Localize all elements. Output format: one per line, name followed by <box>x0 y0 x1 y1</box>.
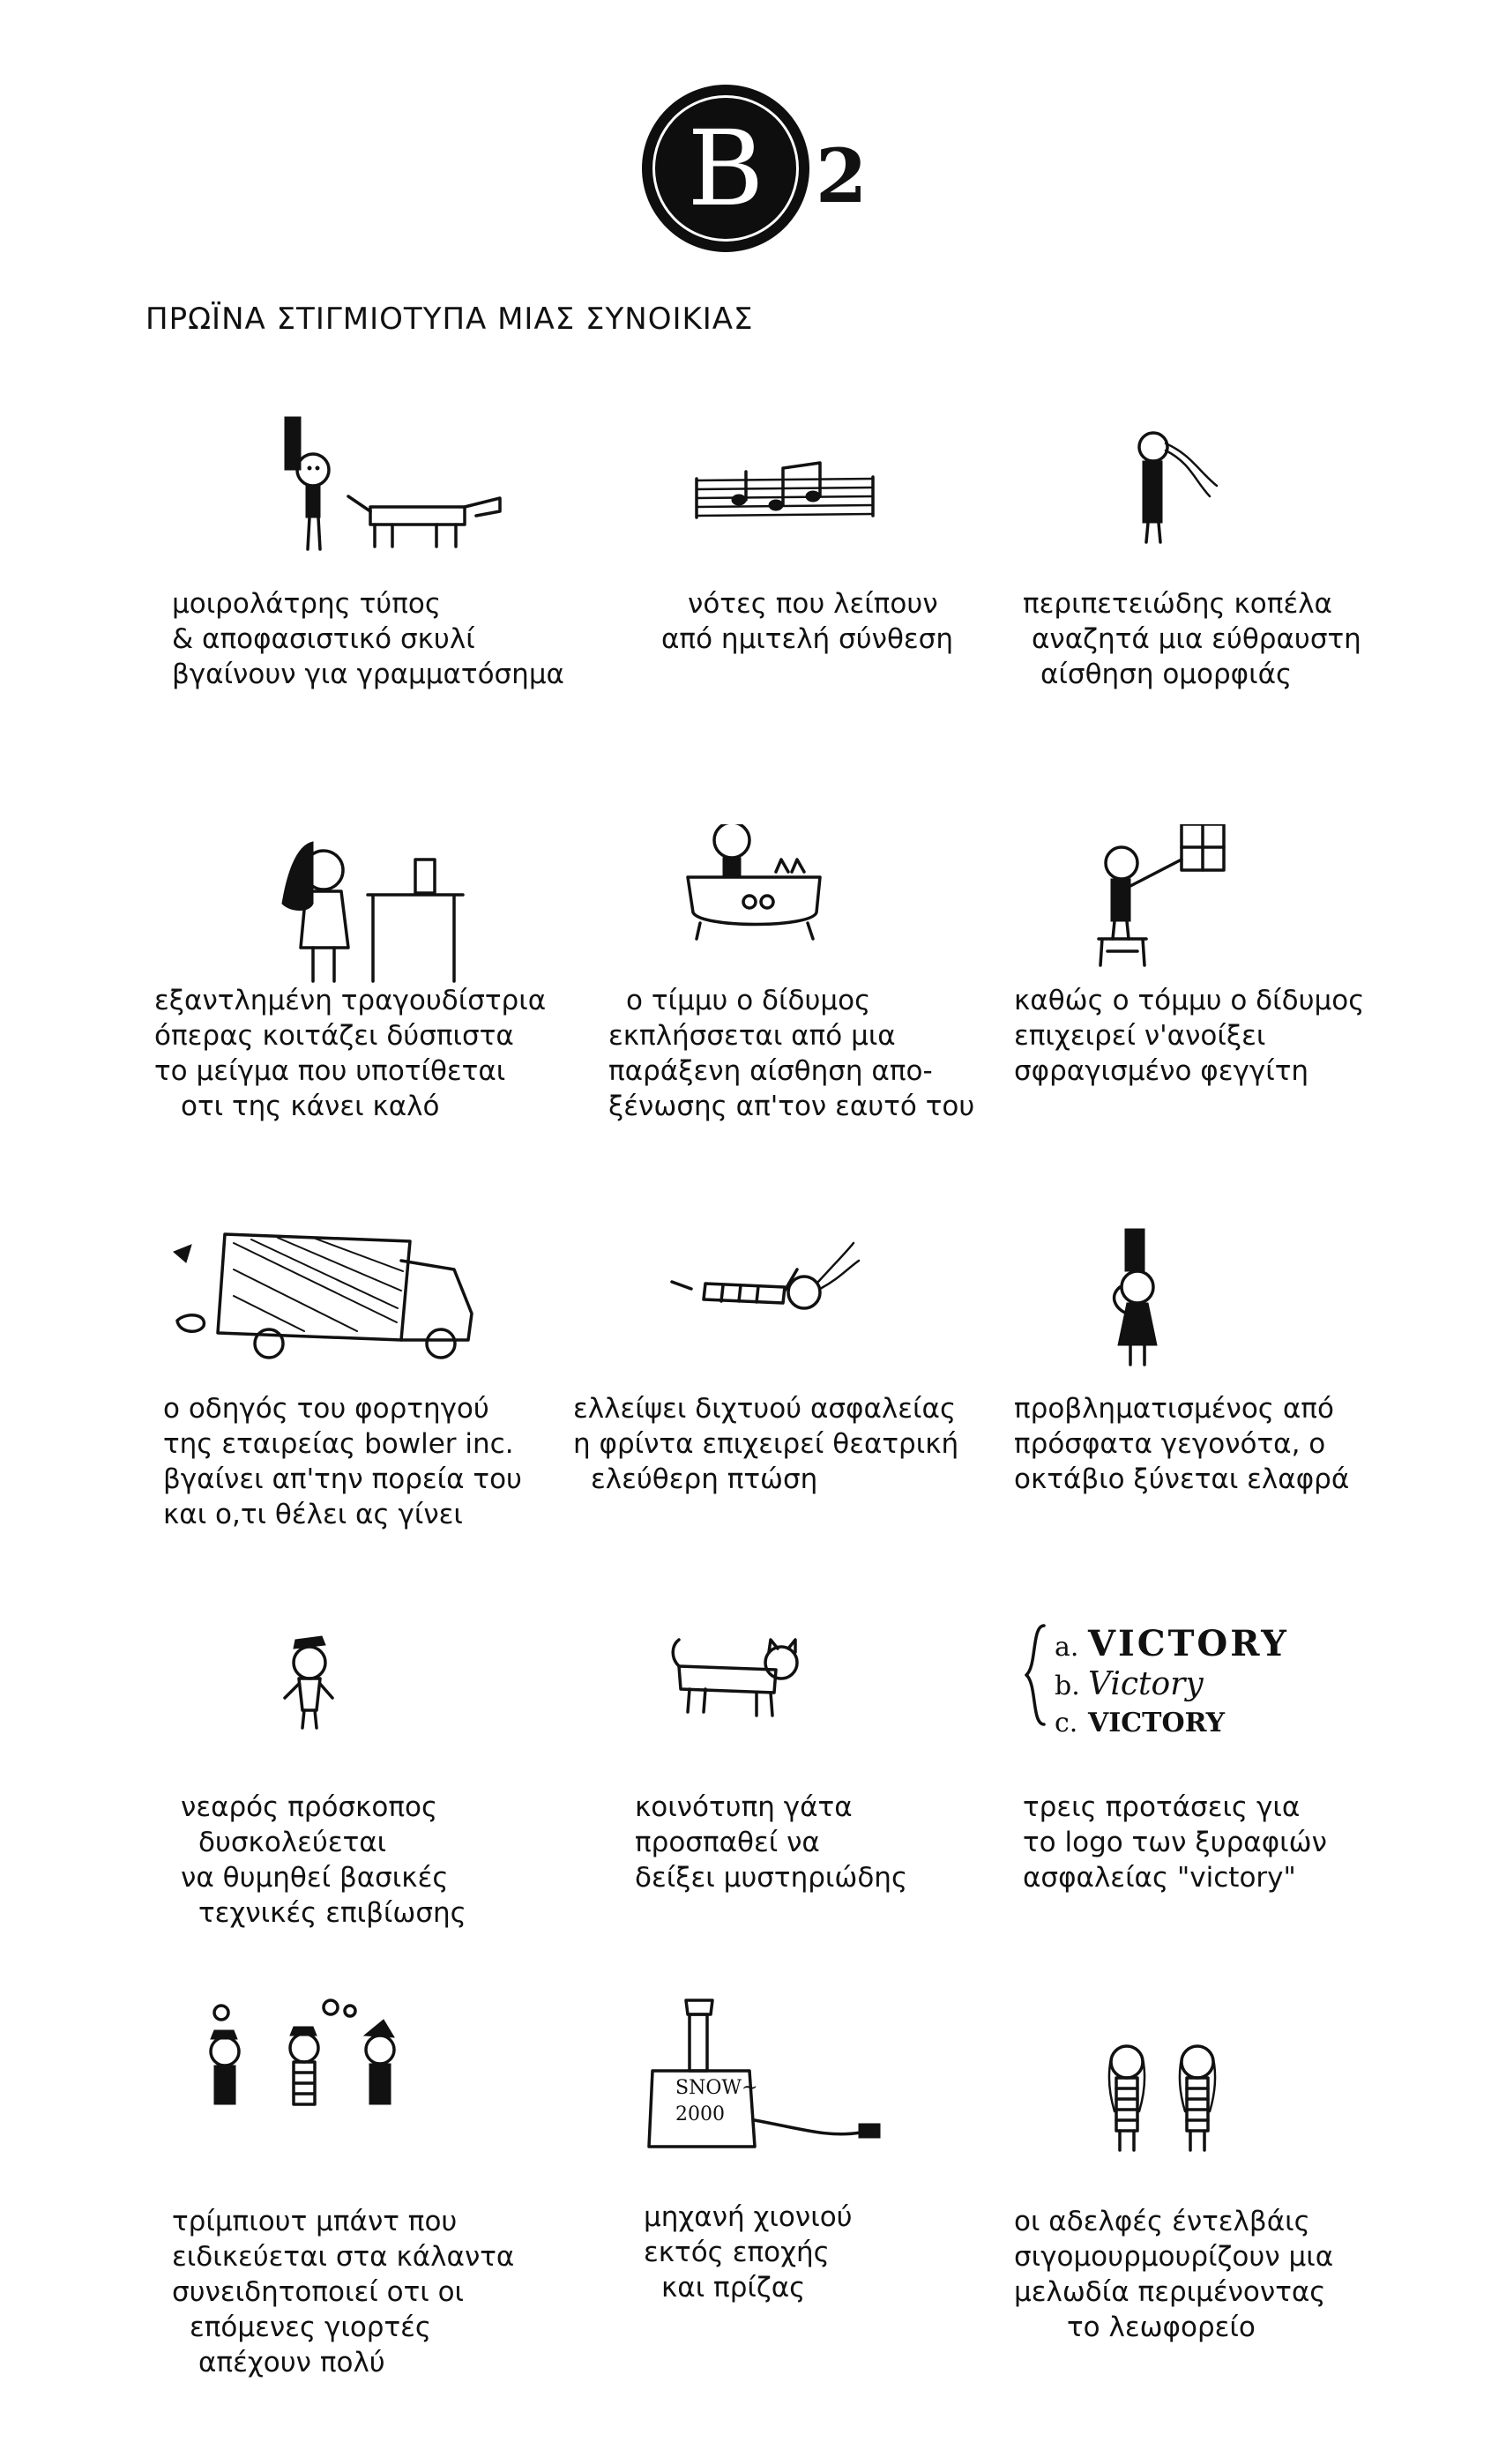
logo-badge <box>642 85 809 252</box>
vignette-frida-fall <box>573 1217 1067 1596</box>
vignette-tribute-band <box>137 1988 595 2378</box>
trio-band-icon <box>137 1988 595 2200</box>
caption: ελλείψει διχτυού ασφαλείας η φρίντα επιχειρεί θεατρική ελεύθερη πτώση <box>573 1393 959 1495</box>
logo-letter: B <box>687 108 764 229</box>
vignette-octavio <box>1014 1217 1472 1596</box>
vignette-snow-machine <box>608 1988 1067 2367</box>
vignette-opera-singer <box>137 824 595 1203</box>
snow-machine-label-line2: 2000 <box>675 2103 725 2125</box>
victory-option-c-label: c. <box>1055 1708 1078 1738</box>
victory-option-a: VICTORY <box>1088 1623 1289 1664</box>
caption: κοινότυπη γάτα προσπαθεί να δείξει μυστηριώδης <box>635 1791 908 1894</box>
twin-sisters-icon <box>1014 1988 1472 2200</box>
caption: τρίμπιουτ μπάντ που ειδικεύεται στα κάλαντα συνειδητοποιεί οτι οι επόμενες γιορτές απέχουν πολύ <box>172 2206 515 2378</box>
vignette-boy-scout <box>137 1613 595 1992</box>
vignette-victory-logos <box>1014 1613 1472 1992</box>
caption: εξαντλημένη τραγουδίστρια όπερας κοιτάζει δύσπιστα το μείγμα που υποτίθεται οτι της κάνει καλό <box>154 985 547 1122</box>
logo-number: 2 <box>816 132 868 220</box>
caption: μοιρολάτρης τύπος & αποφασιστικό σκυλί βγαίνουν για γραμματόσημα <box>172 588 564 690</box>
vignette-adventurous-girl <box>1014 401 1472 780</box>
vignette-edelweiss-sisters <box>1014 1988 1472 2367</box>
vignette-timmy-bathtub <box>608 824 1067 1203</box>
caption: καθώς ο τόμμυ ο δίδυμος επιχειρεί ν'ανοίξει σφραγισμένο φεγγίτη <box>1014 985 1365 1087</box>
page-title: ΠΡΩΪΝΑ ΣΤΙΓΜΙΟΤΥΠΑ ΜΙΑΣ ΣΥΝΟΙΚΙΑΣ <box>145 301 754 337</box>
man-with-top-hat-and-dog-icon <box>137 401 595 613</box>
vignette-missing-notes <box>608 401 1067 780</box>
vignette-cat <box>608 1613 1067 1992</box>
caption: οι αδελφές έντελβάις σιγομουρμουρίζουν μια μελωδία περιμένοντας το λεωφορείο <box>1014 2206 1334 2343</box>
caption: νότες που λείπουν από ημιτελή σύνθεση <box>661 588 953 655</box>
vignette-fatalist-and-dog <box>137 401 595 780</box>
music-staff-notes-icon <box>608 401 1067 613</box>
caption: τρεις προτάσεις για το logo των ξυραφιών ασφαλείας "victory" <box>1023 1791 1327 1894</box>
vignette-tommy-skylight <box>1014 824 1472 1203</box>
caption: ο τίμμυ ο δίδυμος εκπλήσσεται από μια παράξενη αίσθηση απο- ξένωσης απ'τον εαυτό του <box>608 985 975 1122</box>
snow-machine-icon <box>608 1988 1067 2200</box>
victory-option-a-label: a. <box>1055 1632 1079 1663</box>
caption: νεαρός πρόσκοπος δυσκολεύεται να θυμηθεί βασικές τεχνικές επιβίωσης <box>181 1791 466 1929</box>
caption: μηχανή χιονιού εκτός εποχής και πρίζας <box>644 2201 853 2304</box>
snow-machine-label-line1: SNOW~ <box>675 2077 758 2099</box>
girl-with-windblown-hair-icon <box>1014 401 1472 613</box>
victory-option-c: VICTORY <box>1088 1708 1226 1738</box>
victory-option-b: Victory <box>1088 1666 1204 1702</box>
caption: ο οδηγός του φορτηγού της εταιρείας bowler inc. βγαίνει απ'την πορεία του και ο,τι θέλει ας γίνει <box>163 1393 522 1530</box>
caption: προβληματισμένος από πρόσφατα γεγονότα, ο οκτάβιο ξύνεται ελαφρά <box>1014 1393 1350 1495</box>
caption: περιπετειώδης κοπέλα αναζητά μια εύθραυστη αίσθηση ομορφιάς <box>1023 588 1361 690</box>
victory-option-b-label: b. <box>1055 1671 1080 1701</box>
vignette-truck-driver <box>137 1217 595 1596</box>
